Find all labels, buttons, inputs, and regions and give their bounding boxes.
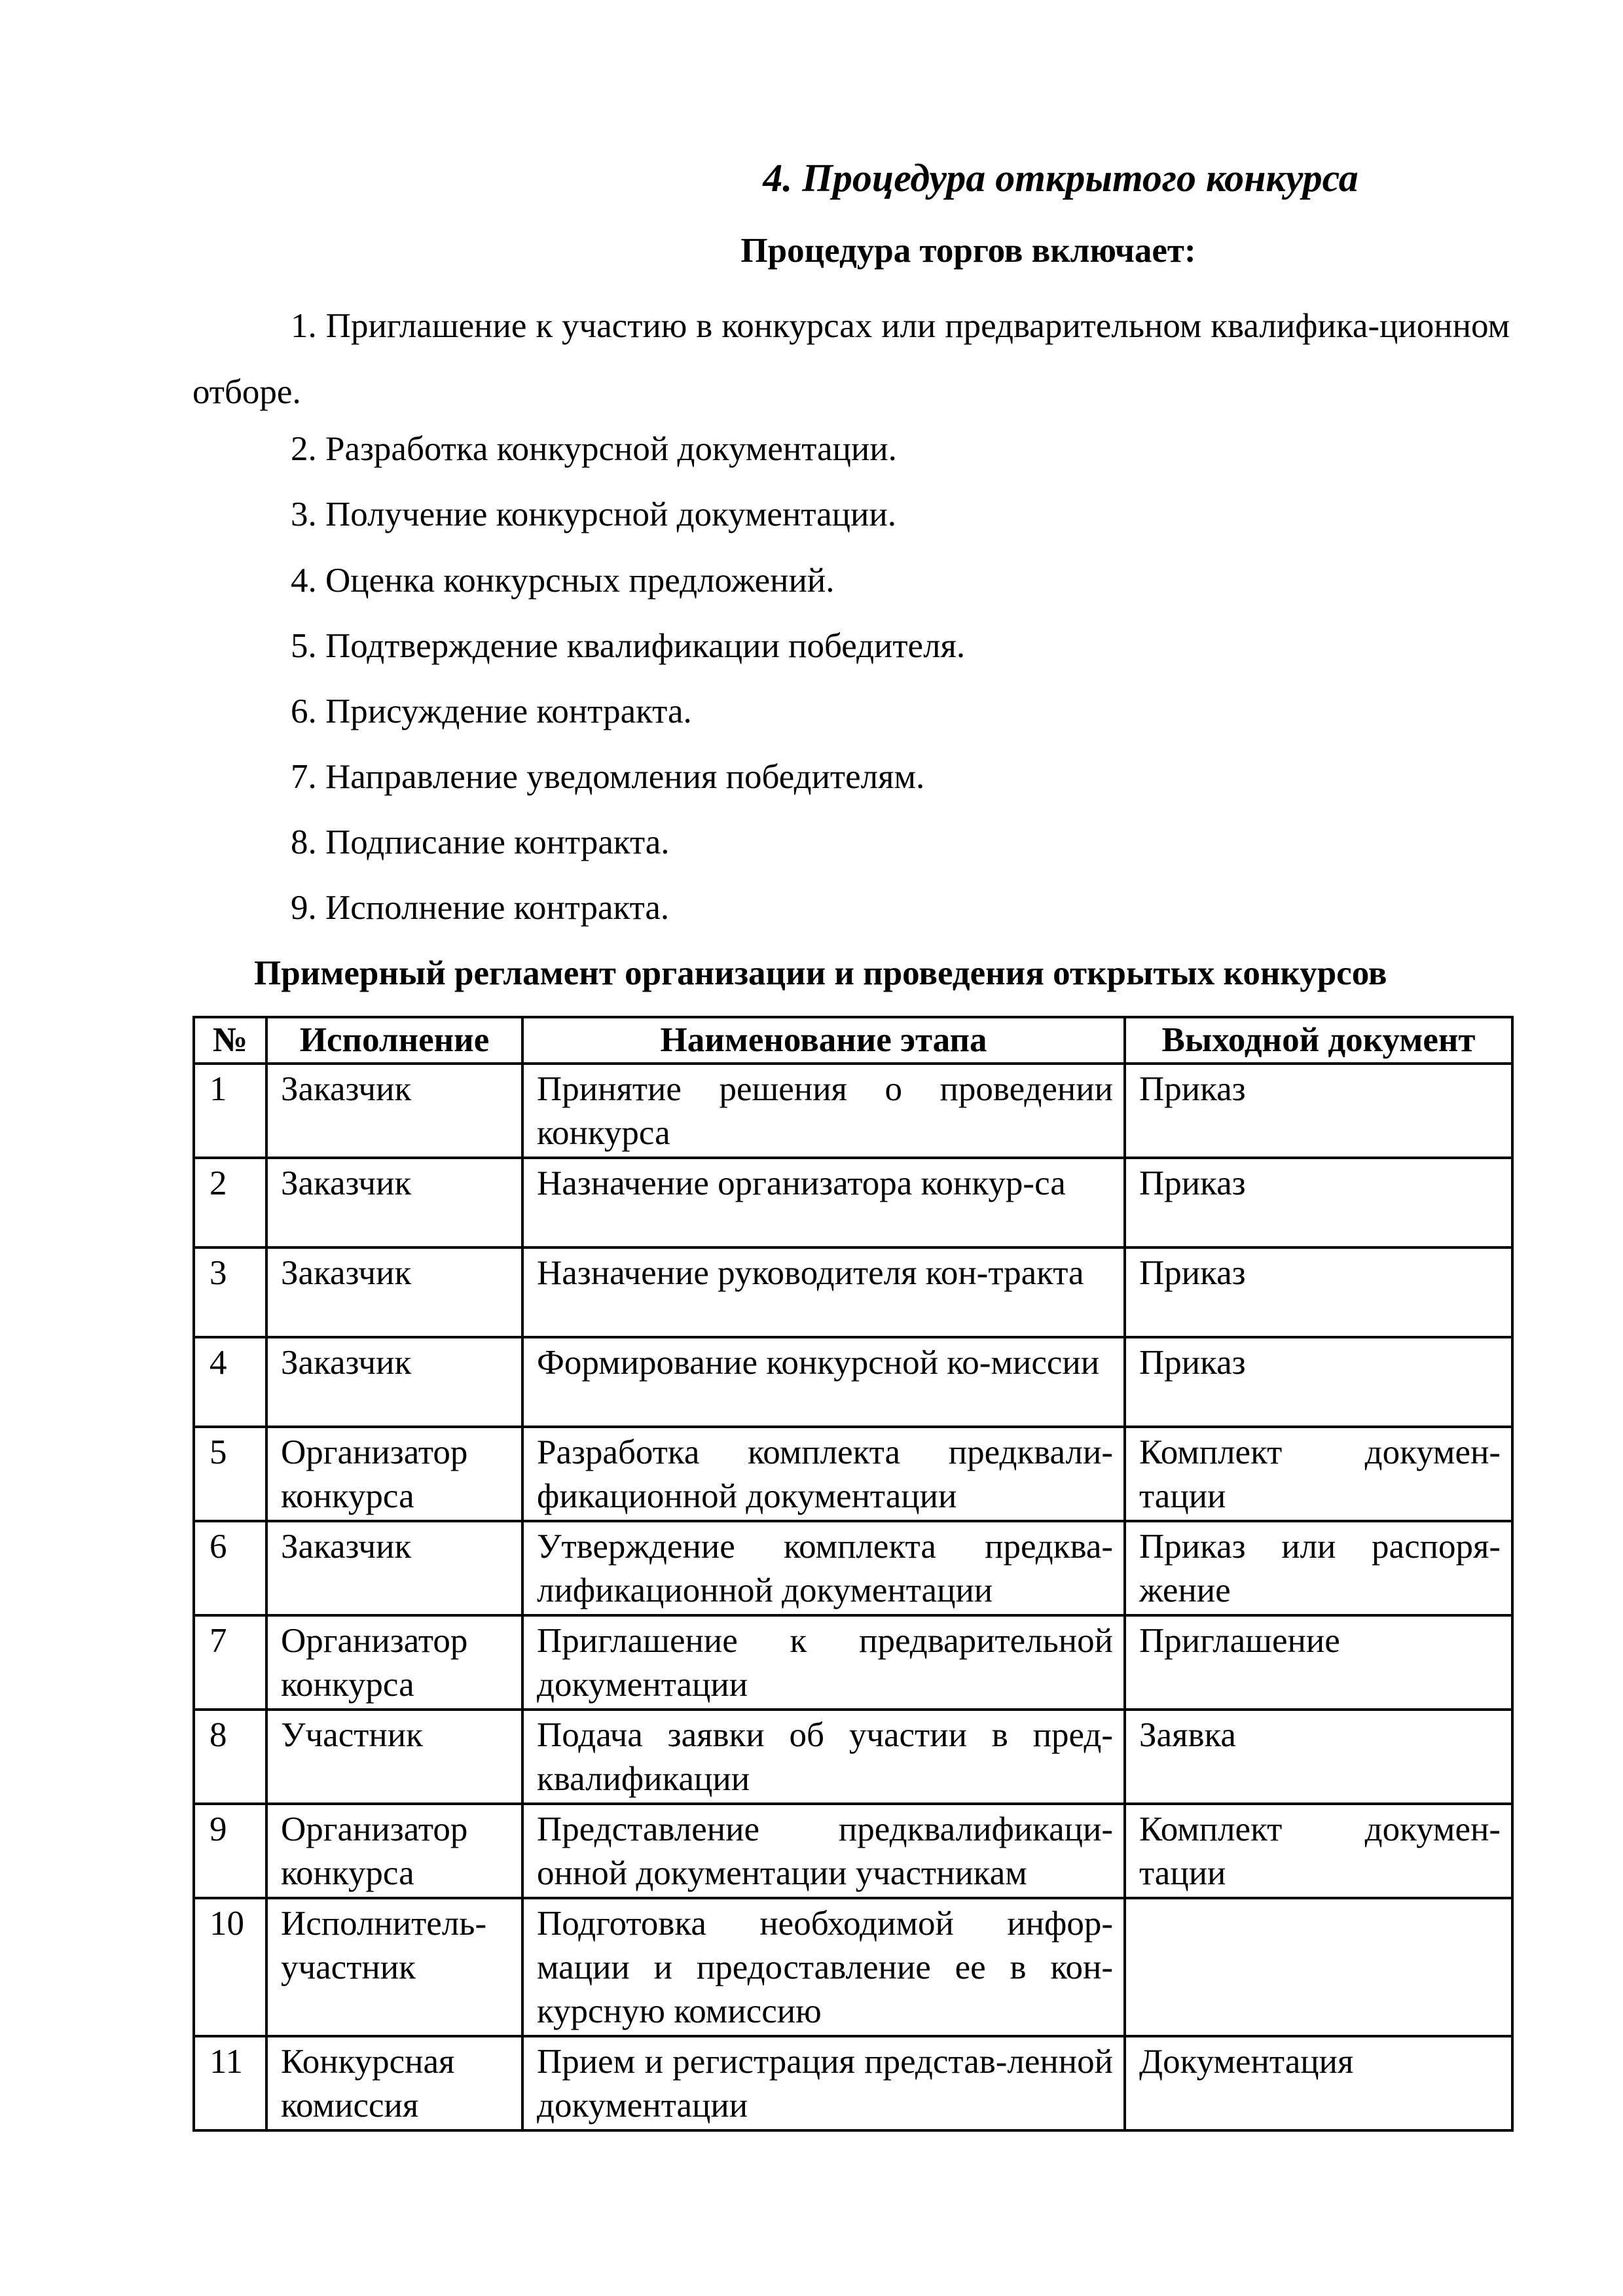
list-item-5: 5. Подтверждение квалификации победителя.: [291, 627, 966, 665]
cell-executor: Заказчик: [266, 1158, 522, 1247]
cell-executor: Исполнитель-участник: [266, 1898, 522, 2036]
cell-num: 8: [194, 1710, 266, 1804]
cell-executor: Заказчик: [266, 1064, 522, 1158]
list-item-8: 8. Подписание контракта.: [291, 823, 670, 861]
list-item-2: 2. Разработка конкурсной документации.: [291, 430, 897, 468]
table-row: [194, 1427, 1512, 1521]
header-num: №: [194, 1017, 266, 1064]
subtitle: Процедура торгов включает:: [740, 232, 1196, 270]
cell-stage: Принятие решения о проведении конкурса: [522, 1064, 1125, 1158]
cell-executor: Организатор конкурса: [266, 1615, 522, 1710]
table-row: [194, 1804, 1512, 1898]
cell-num: 10: [194, 1898, 266, 2036]
cell-document: Документация: [1125, 2036, 1512, 2130]
cell-document: Приказ или распоря-жение: [1125, 1521, 1512, 1615]
table-row: [194, 2036, 1512, 2130]
list-item-7: 7. Направление уведомления победителям.: [291, 758, 925, 796]
cell-document: Комплект докумен-тации: [1125, 1804, 1512, 1898]
cell-num: 5: [194, 1427, 266, 1521]
cell-stage: Назначение организатора конкур-са: [522, 1158, 1125, 1247]
table-caption: Примерный регламент организации и проведения открытых конкурсов: [254, 954, 1387, 992]
table-row: [194, 1247, 1512, 1337]
cell-document: Приказ: [1125, 1337, 1512, 1427]
cell-document: [1125, 1898, 1512, 2036]
cell-stage: Подготовка необходимой инфор-мации и предоставление ее в кон-курсную комиссию: [522, 1898, 1125, 2036]
regulation-table: [192, 1016, 1514, 2132]
cell-executor: Участник: [266, 1710, 522, 1804]
header-document: Выходной документ: [1125, 1017, 1512, 1064]
cell-num: 4: [194, 1337, 266, 1427]
cell-executor: Организатор конкурса: [266, 1804, 522, 1898]
header-executor: Исполнение: [266, 1017, 522, 1064]
header-stage: Наименование этапа: [522, 1017, 1125, 1064]
cell-stage: Утверждение комплекта предква-лификационной документации: [522, 1521, 1125, 1615]
cell-executor: Конкурсная комиссия: [266, 2036, 522, 2130]
cell-stage: Назначение руководителя кон-тракта: [522, 1247, 1125, 1337]
table-row: [194, 1710, 1512, 1804]
cell-stage: Разработка комплекта предквали-фикационной документации: [522, 1427, 1125, 1521]
cell-num: 3: [194, 1247, 266, 1337]
cell-document: Комплект докумен-тации: [1125, 1427, 1512, 1521]
cell-document: Заявка: [1125, 1710, 1512, 1804]
cell-document: Приказ: [1125, 1158, 1512, 1247]
cell-stage: Подача заявки об участии в пред-квалификации: [522, 1710, 1125, 1804]
cell-executor: Заказчик: [266, 1521, 522, 1615]
table-row: [194, 1064, 1512, 1158]
cell-num: 6: [194, 1521, 266, 1615]
list-item-4: 4. Оценка конкурсных предложений.: [291, 562, 835, 600]
cell-num: 9: [194, 1804, 266, 1898]
table-row: [194, 1337, 1512, 1427]
table-row: [194, 1898, 1512, 2036]
cell-stage: Представление предквалификаци-онной документации участникам: [522, 1804, 1125, 1898]
cell-document: Приказ: [1125, 1064, 1512, 1158]
table-row: [194, 1158, 1512, 1247]
cell-executor: Заказчик: [266, 1337, 522, 1427]
list-item-1: 1. Приглашение к участию в конкурсах или предварительном квалифика-ционном отборе.: [192, 307, 1510, 411]
table-header-row: [194, 1017, 1512, 1064]
cell-stage: Формирование конкурсной ко-миссии: [522, 1337, 1125, 1427]
table-row: [194, 1521, 1512, 1615]
cell-num: 11: [194, 2036, 266, 2130]
list-item-3: 3. Получение конкурсной документации.: [291, 495, 896, 533]
cell-num: 2: [194, 1158, 266, 1247]
cell-executor: Заказчик: [266, 1247, 522, 1337]
table-row: [194, 1615, 1512, 1710]
cell-stage: Прием и регистрация представ-ленной документации: [522, 2036, 1125, 2130]
cell-document: Приказ: [1125, 1247, 1512, 1337]
section-title: 4. Процедура открытого конкурса: [763, 156, 1359, 200]
cell-document: Приглашение: [1125, 1615, 1512, 1710]
list-item-6: 6. Присуждение контракта.: [291, 692, 692, 730]
list-item-9: 9. Исполнение контракта.: [291, 889, 670, 927]
cell-stage: Приглашение к предварительной документации: [522, 1615, 1125, 1710]
cell-executor: Организатор конкурса: [266, 1427, 522, 1521]
cell-num: 1: [194, 1064, 266, 1158]
cell-num: 7: [194, 1615, 266, 1710]
